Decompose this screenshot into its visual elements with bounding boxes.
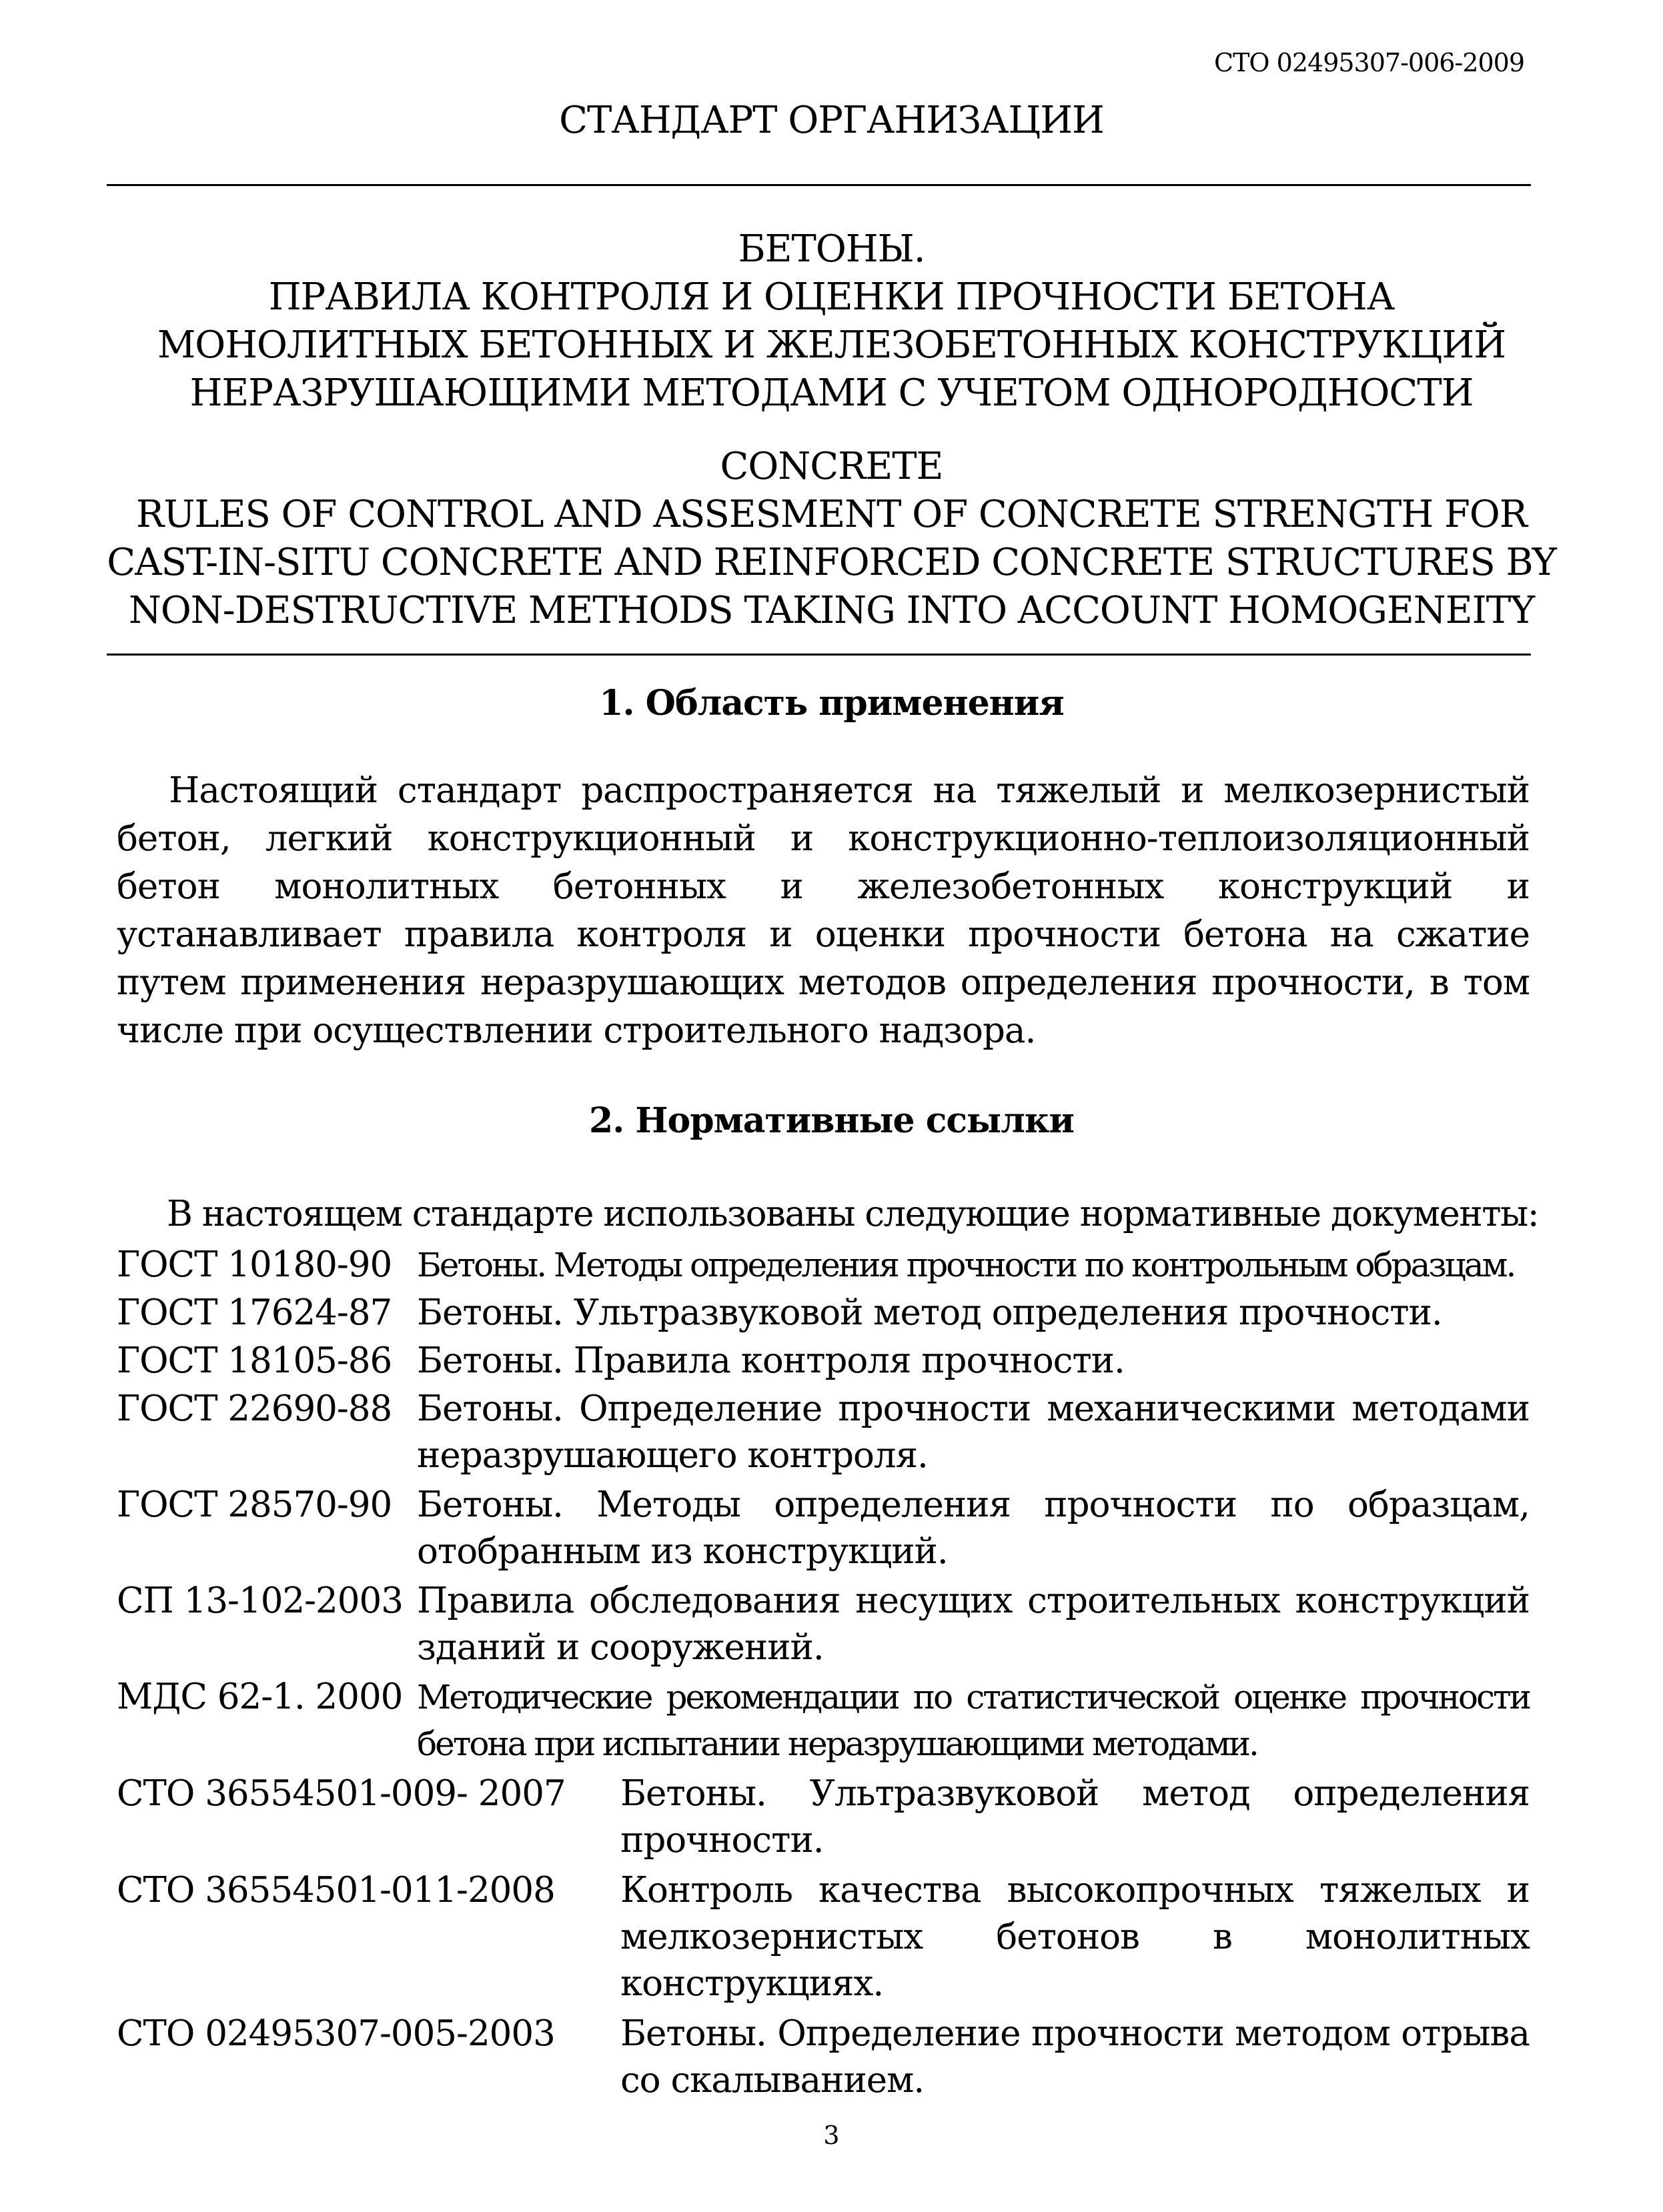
reference-description: Правила обследования несущих строительных конструкций зданий и сооружений. bbox=[417, 1580, 1530, 1668]
reference-description: Методические рекомендации по статистической оценке прочности бетона при испытании неразрушающими методами. bbox=[417, 1678, 1530, 1763]
reference-code: СТО 36554501-009- 2007 bbox=[117, 1773, 566, 1814]
reference-description: Бетоны. Определение прочности методом отрыва со скалыванием. bbox=[620, 2013, 1530, 2101]
russian-title-line: МОНОЛИТНЫХ БЕТОННЫХ И ЖЕЛЕЗОБЕТОННЫХ КОНСТРУКЦИЙ bbox=[157, 323, 1506, 367]
russian-title-line: ПРАВИЛА КОНТРОЛЯ И ОЦЕНКИ ПРОЧНОСТИ БЕТОНА bbox=[268, 275, 1395, 319]
page-number: 3 bbox=[823, 2121, 840, 2150]
top-divider bbox=[107, 184, 1531, 186]
reference-description: Бетоны. Ультразвуковой метод определения прочности. bbox=[417, 1292, 1442, 1333]
english-title-line: RULES OF CONTROL AND ASSESMENT OF CONCRETE STRENGTH FOR bbox=[136, 493, 1527, 536]
reference-code: СТО 02495307-005-2003 bbox=[117, 2013, 555, 2054]
english-title-line: NON-DESTRUCTIVE METHODS TAKING INTO ACCOUNT HOMOGENEITY bbox=[128, 589, 1535, 632]
reference-description: Бетоны. Определение прочности механическими методами неразрушающего контроля. bbox=[417, 1388, 1530, 1476]
reference-description: Бетоны. Правила контроля прочности. bbox=[417, 1340, 1125, 1381]
scope-paragraph: Настоящий стандарт распространяется на тяжелый и мелкозернистый бетон, легкий конструкционный и конструкционно-теплоизоляционный бетон монолитных бетонных и железобетонных конструкций и устанавливает правила контроля и оценки прочности бетона на сжатие путем применения неразрушающих методов определения прочности, в том числе при осуществлении строительного надзора. bbox=[117, 770, 1530, 1051]
english-title-line: CAST-IN-SITU CONCRETE AND REINFORCED CONCRETE STRUCTURES BY bbox=[107, 541, 1556, 584]
organization-standard-title: СТАНДАРТ ОРГАНИЗАЦИИ bbox=[559, 99, 1104, 142]
section-heading-references: 2. Нормативные ссылки bbox=[589, 1100, 1074, 1141]
section-heading-scope: 1. Область применения bbox=[599, 683, 1064, 724]
reference-code: ГОСТ 18105-86 bbox=[117, 1340, 392, 1381]
english-title bbox=[67, 443, 1596, 635]
bottom-divider bbox=[107, 654, 1531, 656]
reference-description: Бетоны. Методы определения прочности по образцам, отобранным из конструкций. bbox=[417, 1484, 1530, 1572]
reference-code: ГОСТ 10180-90 bbox=[117, 1244, 392, 1285]
russian-title bbox=[67, 225, 1596, 417]
document-code: СТО 02495307-006-2009 bbox=[1214, 48, 1524, 77]
reference-code: ГОСТ 28570-90 bbox=[117, 1484, 392, 1525]
reference-code: СТО 36554501-011-2008 bbox=[117, 1870, 555, 1911]
russian-title-line: НЕРАЗРУШАЮЩИМИ МЕТОДАМИ С УЧЕТОМ ОДНОРОДНОСТИ bbox=[189, 371, 1474, 415]
reference-code: СП 13-102-2003 bbox=[117, 1580, 403, 1621]
reference-description: Контроль качества высокопрочных тяжелых и мелкозернистых бетонов в монолитных конструкциях. bbox=[620, 1870, 1530, 2004]
russian-title-line: БЕТОНЫ. bbox=[738, 227, 925, 271]
english-title-line: CONCRETE bbox=[720, 445, 943, 488]
reference-code: ГОСТ 22690-88 bbox=[117, 1388, 392, 1429]
reference-description: Бетоны. Методы определения прочности по контрольным образцам. bbox=[417, 1246, 1515, 1284]
reference-code: ГОСТ 17624-87 bbox=[117, 1292, 392, 1333]
reference-code: МДС 62-1. 2000 bbox=[117, 1677, 403, 1717]
references-intro: В настоящем стандарте использованы следующие нормативные документы: bbox=[167, 1194, 1539, 1234]
reference-description: Бетоны. Ультразвуковой метод определения прочности. bbox=[620, 1773, 1530, 1861]
